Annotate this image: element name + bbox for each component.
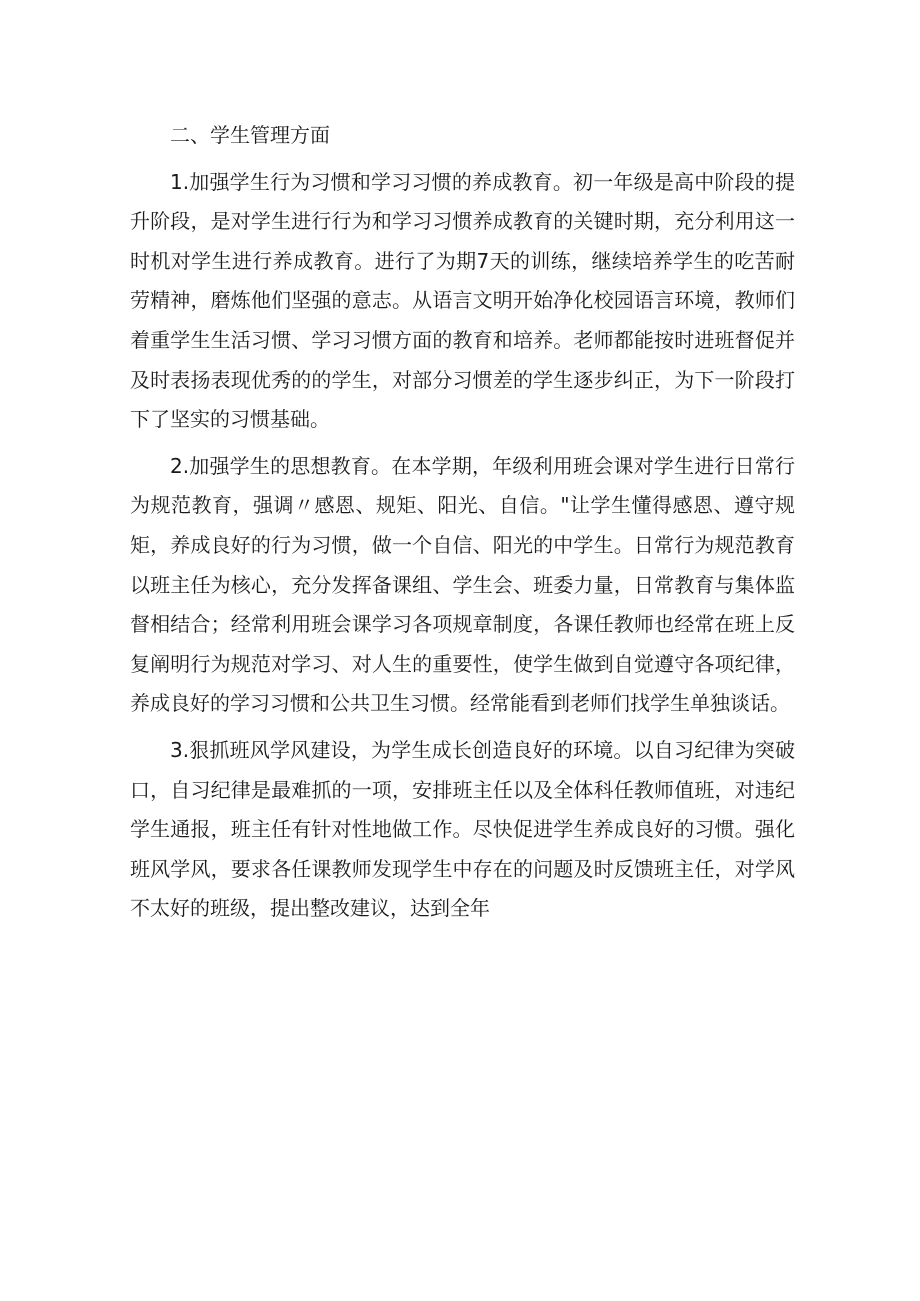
paragraph-class-style: 3.狠抓班风学风建设，为学生成长创造良好的环境。以自习纪律为突破口，自习纪律是最难抓的一项，安排班主任以及全体科任教师值班，对违纪学生通报，班主任有针对性地做工作。尽快促进学生养成良好的习惯。强化班风学风，要求各任课教师发现学生中存在的问题及时反馈班主任，对学风不太好的班级，提出整改建议，达到全年 bbox=[130, 737, 795, 921]
section-heading: 二、学生管理方面 bbox=[170, 123, 330, 147]
paragraph-habits: 1.加强学生行为习惯和学习习惯的养成教育。初一年级是高中阶段的提升阶段，是对学生进行行为和学习习惯养成教育的关键时期，充分利用这一时机对学生进行养成教育。进行了为期7天的训练，继续培养学生的吃苦耐劳精神，磨炼他们坚强的意志。从语言文明开始净化校园语言环境，教师们着重学生生活习惯、学习习惯方面的教育和培养。老师都能按时进班督促并及时表扬表现优秀的的学生，对部分习惯差的学生逐步纠正，为下一阶段打下了坚实的习惯基础。 bbox=[130, 169, 795, 432]
paragraph-ideology: 2.加强学生的思想教育。在本学期，年级利用班会课对学生进行日常行为规范教育，强调〃感恩、规矩、阳光、自信。"让学生懂得感恩、遵守规矩，养成良好的行为习惯，做一个自信、阳光的中学生。日常行为规范教育以班主任为核心，充分发挥备课组、学生会、班委力量，日常教育与集体监督相结合；经常利用班会课学习各项规章制度，各课任教师也经常在班上反复阐明行为规范对学习、对人生的重要性，使学生做到自觉遵守各项纪律，养成良好的学习习惯和公共卫生习惯。经常能看到老师们找学生单独谈话。 bbox=[130, 453, 795, 716]
document-page bbox=[130, 116, 795, 929]
